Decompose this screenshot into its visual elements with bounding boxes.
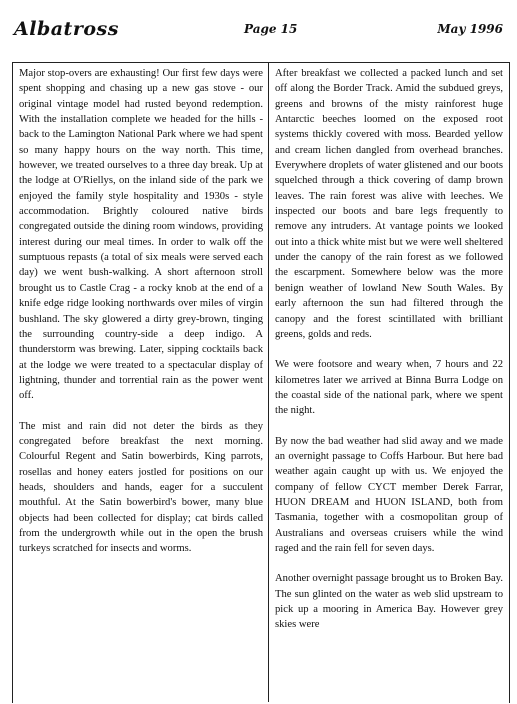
issue-date: May 1996 (437, 22, 503, 36)
newsletter-title: Albatross (14, 18, 119, 40)
page-header (14, 18, 507, 46)
page-number: Page 15 (244, 22, 298, 36)
paragraph: After breakfast we collected a packed lunch and set off along the Border Track. Amid the subdued greys, greens and browns of the misty rainforest huge Antarctic beeches loomed on the exposed root systems thickly covered with moss. Bearded yellow and cream lichen dangled from overhead branches. Everywhere droplets of water glistened and our boots squelched through a thick covering of damp brown leaves. The rain forest was alive with leeches. We inspected our boots and bare legs frequently to remove any intruders. At vantage points we looked out into a thick white mist but we were well sheltered under the canopy of the rain forest as we followed the escarpment. Somewhere below was the more benign weather of lowland New South Wales. By early afternoon the sun had filtered through the canopy and the forest scintillated with brilliant greens, golds and reds. (275, 68, 503, 340)
paragraph: Another overnight passage brought us to Broken Bay. The sun glinted on the water as web slid upstream to pick up a mooring in America Bay. However grey skies were (275, 573, 503, 631)
paragraph: The mist and rain did not deter the birds as they congregated before breakfast the next morning. Colourful Regent and Satin bowerbirds, King parrots, rosellas and honey eaters jostled for positions on our heads, shoulders and hands, eager for a succulent mouthful. At the Satin bowerbird's bower, many blue objects had been collected for display; cat birds called from the undergrowth while out in the open the brush turkeys scratched for insects and worms. (19, 420, 263, 555)
paragraph: By now the bad weather had slid away and we made an overnight passage to Coffs Harbour. But here bad weather again caught up with us. We enjoyed the company of fellow CYCT member Derek Farrar, HUON DREAM and HUON ISLAND, both from Tasmania, together with a cosmopolitan group of Australians and overseas cruisers while the wind raged and the rain fell for seven days. (275, 435, 503, 554)
column-divider (268, 62, 269, 702)
left-column (19, 66, 263, 702)
paragraph: We were footsore and weary when, 7 hours and 22 kilometres later we arrived at Binna Burra Lodge on the coastal side of the national park, where we spent the night. (275, 359, 503, 417)
right-column (275, 66, 503, 702)
paragraph: Major stop-overs are exhausting! Our first few days were spent shopping and chasing up a new gas stove - our original vintage model had rusted beyond redemption. With the installation complete we headed for the hills - back to the Lamington National Park where we had spent so many happy hours on the way north. This time, however, we treated ourselves to a three day break. Up at the lodge at O'Riellys, on the inland side of the park we enjoyed the family style hospitality and 1930s - style accommodation. Brightly coloured native birds congregated outside the dining room windows, providing interest during our meal times. In order to walk off the sumptuous repasts (a total of six meals were served each day) we went bush-walking. A short afternoon stroll brought us to Castle Crag - a rocky knob at the end of a knife edge ridge looking northwards over miles of virgin bushland. The sky glowered a dirty grey-brown, tinging the surrounding country-side a deep indigo. A thunderstorm was brewing. Later, sipping cocktails back at the lodge we were treated to a spectacular display of lightning, thunder and torrential rain as the power went off. (19, 68, 263, 402)
